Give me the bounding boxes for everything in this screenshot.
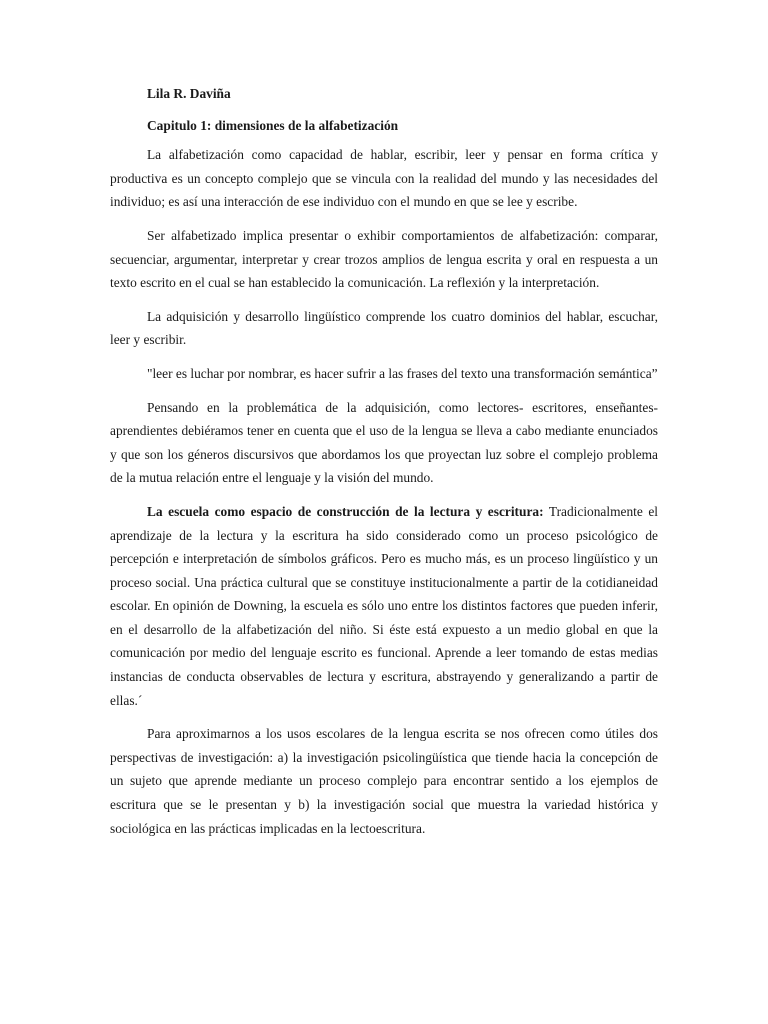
author-name: Lila R. Daviña <box>147 86 231 101</box>
paragraph-2: Ser alfabetizado implica presentar o exhibir comportamientos de alfabetización: comparar, secuenciar, argumentar, interpretar y crear trozos amplios de lengua escrita y oral en respuesta a un texto escrito en el cual se han establecido la comunicación. La reflexión y la interpretación. <box>110 227 658 291</box>
paragraph-5: Pensando en la problemática de la adquisición, como lectores- escritores, enseñantes-aprendientes debiéramos tener en cuenta que el uso de la lengua se lleva a cabo mediante enunciados y que son los géneros discursivos que abordamos los que proyectan luz sobre el complejo problema de la mutua relación entre el lenguaje y la visión del mundo. <box>110 399 658 486</box>
section-body: Tradicionalmente el aprendizaje de la lectura y la escritura ha sido considerado como un proceso psicológico de percepción e interpretación de símbolos gráficos. Pero es mucho más, es un proceso lingüístico y un proceso social. Una práctica cultural que se constituye institucionalmente a partir de la cotidianeidad escolar. En opinión de Downing, la escuela es sólo uno entre los distintos factores que pueden inferir, en el desarrollo de la alfabetización del niño. Si éste está expuesto a un medio global en que la comunicación por medio del lenguaje escrito es funcional. Aprende a leer tomando de estas medias instancias de conducta observables de lectura y escritura, abstrayendo y generalizando a partir de ellas.´ <box>110 503 658 708</box>
document-body <box>110 82 658 850</box>
quote-paragraph: "leer es luchar por nombrar, es hacer sufrir a las frases del texto una transformación semántica” <box>147 365 658 381</box>
chapter-title: Capitulo 1: dimensiones de la alfabetización <box>147 117 399 133</box>
section-paragraph <box>110 500 658 712</box>
paragraph-3: La adquisición y desarrollo lingüístico comprende los cuatro dominios del hablar, escuchar, leer y escribir. <box>110 308 658 348</box>
section-heading: La escuela como espacio de construcción de la lectura y escritura: <box>147 503 544 519</box>
paragraph-1: La alfabetización como capacidad de hablar, escribir, leer y pensar en forma crítica y productiva es un concepto complejo que se vincula con la realidad del mundo y las necesidades del individuo; es así una interacción de ese individuo con el mundo en que se lee y escribe. <box>110 147 658 210</box>
closing-paragraph: Para aproximarnos a los usos escolares de la lengua escrita se nos ofrecen como útiles dos perspectivas de investigación: a) la investigación psicolingüística que tiende hacia la concepción de un sujeto que aprende mediante un proceso complejo para encontrar sentido a los ejemplos de escritura que se le presentan y b) la investigación social que muestra la variedad histórica y sociológica en las prácticas implicadas en la lectoescritura. <box>110 726 658 836</box>
